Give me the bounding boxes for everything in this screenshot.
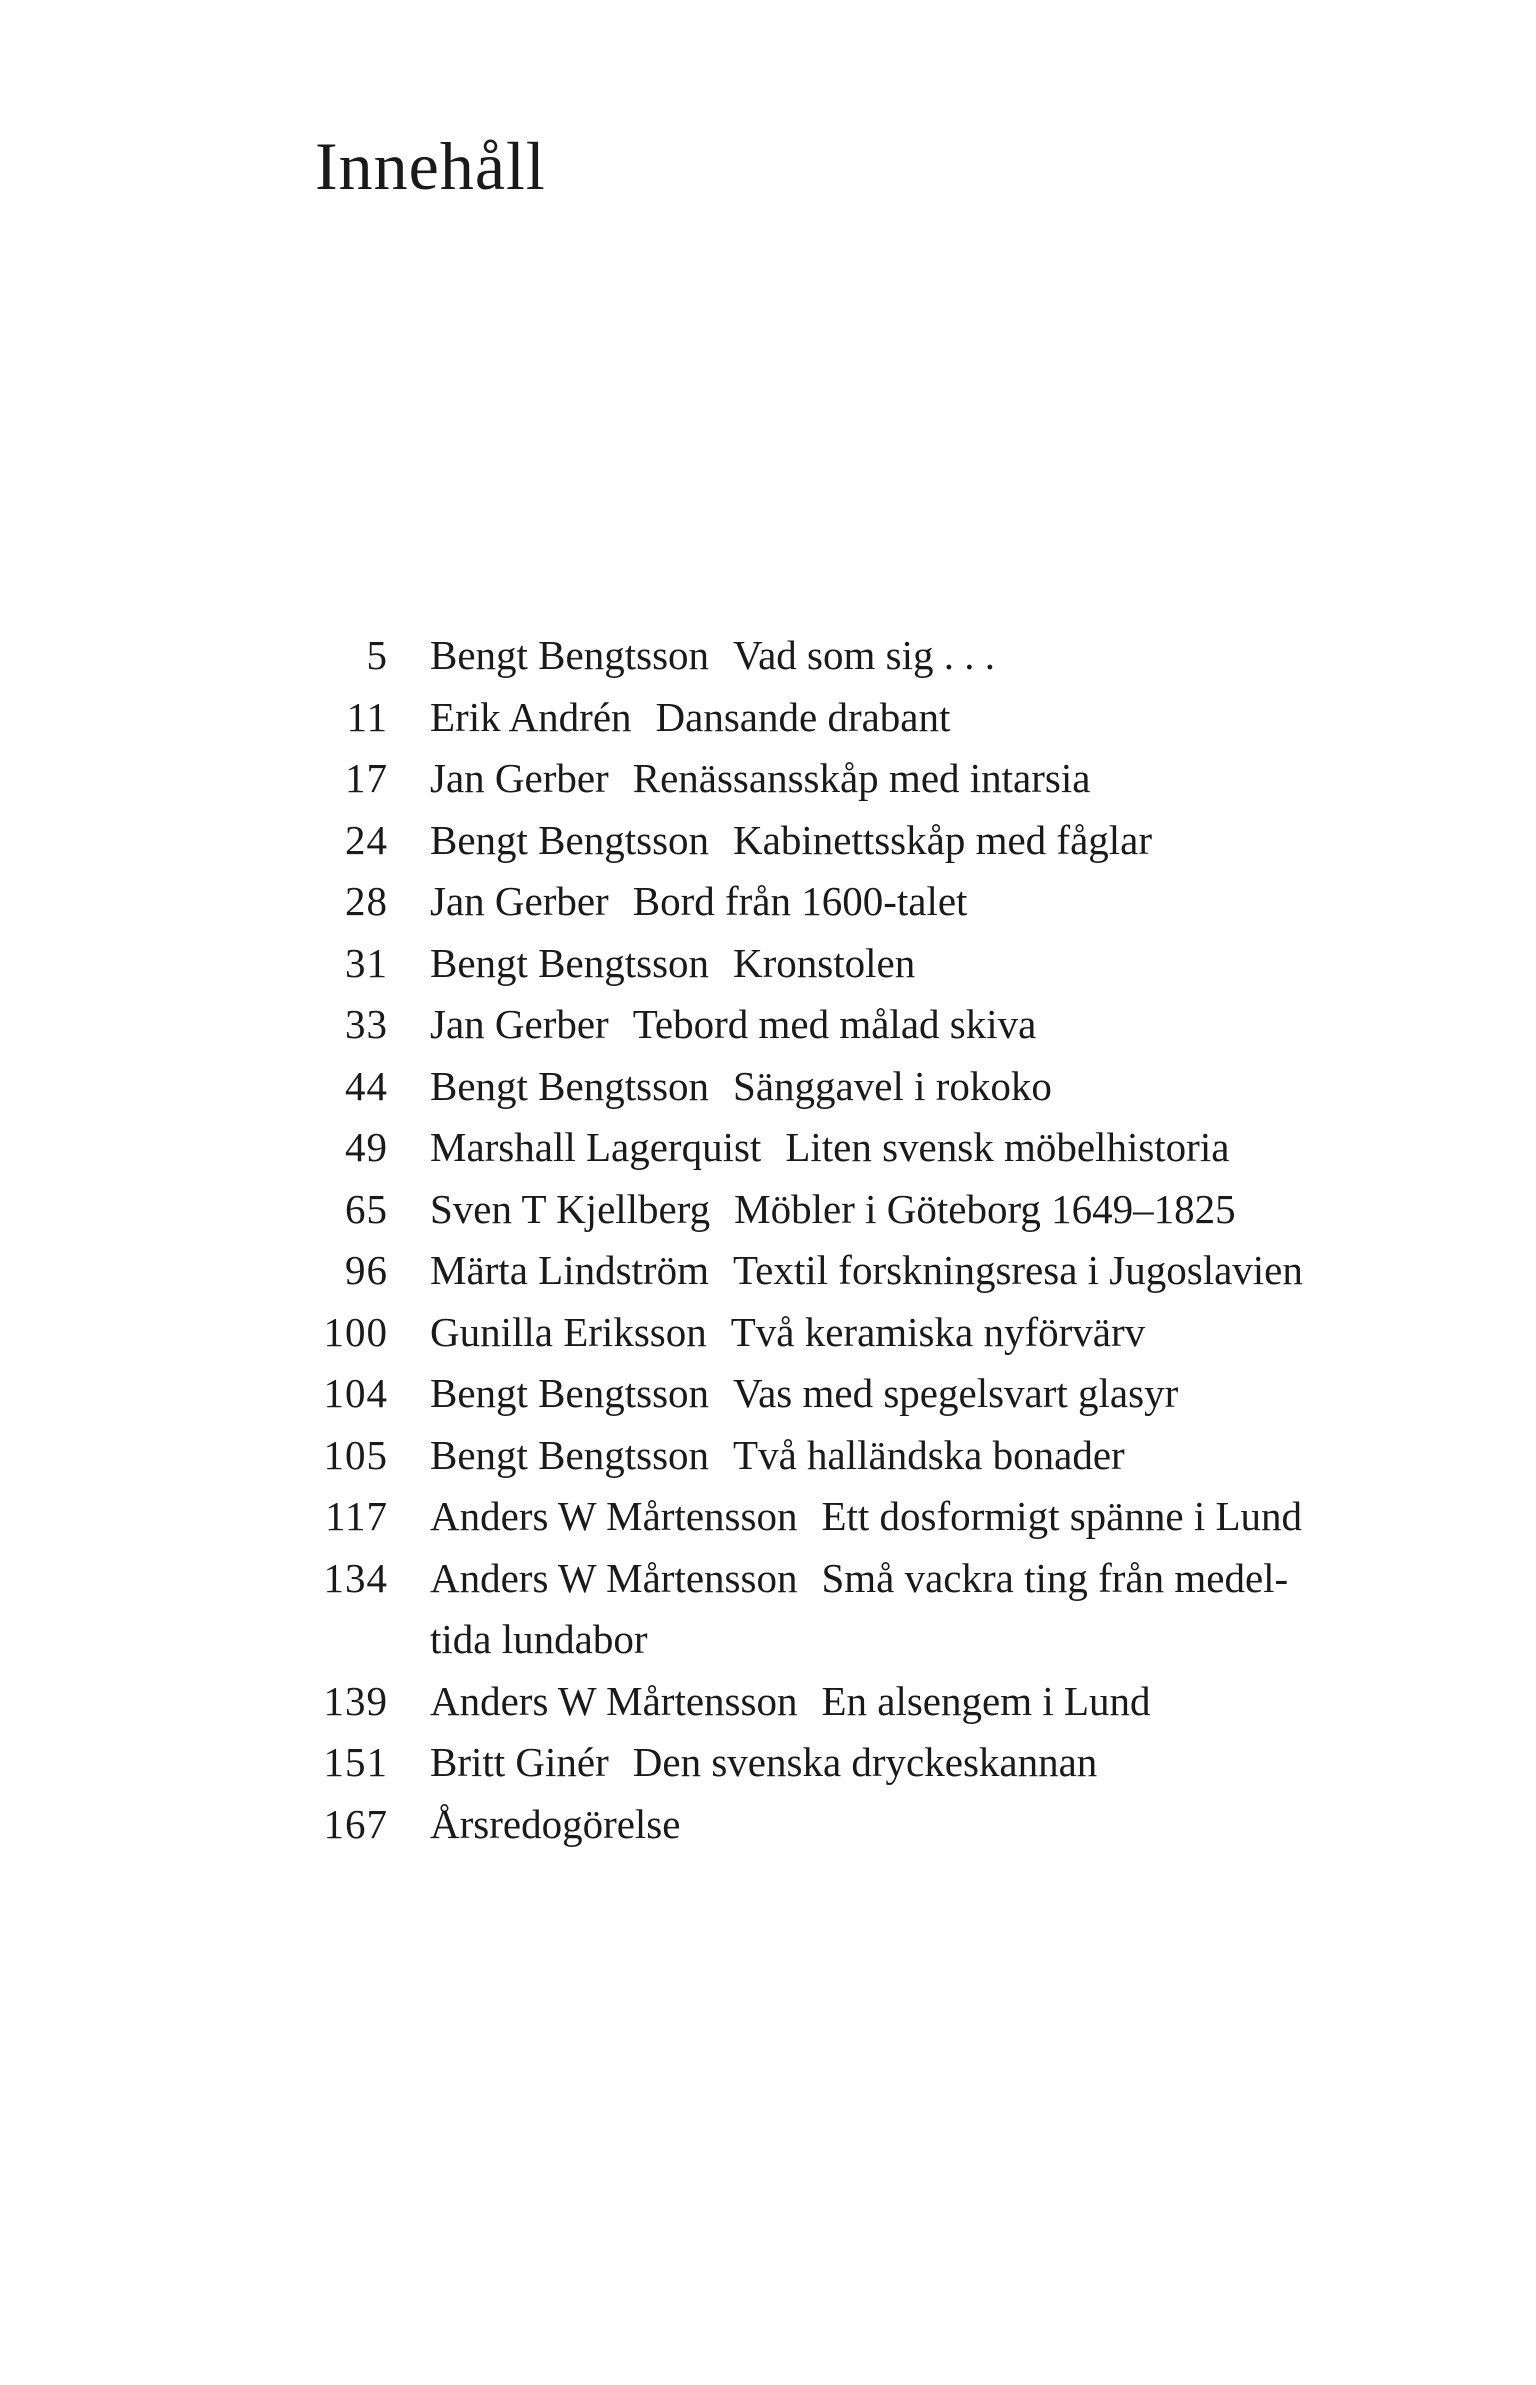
toc-text: [430, 1117, 1430, 1179]
toc-page-number: 24: [345, 816, 388, 863]
toc-article-continuation: tida lundabor: [430, 1616, 648, 1662]
toc-article: Bord från 1600-talet: [632, 878, 968, 924]
toc-entry: [300, 1240, 1440, 1302]
toc-article: Två halländska bonader: [733, 1431, 1125, 1478]
toc-article: En alsengem i Lund: [821, 1677, 1151, 1724]
toc-text: [430, 1240, 1430, 1302]
toc-entry: [300, 1056, 1440, 1118]
toc-page-number: 134: [323, 1554, 388, 1601]
toc-author: Anders W Mårtensson: [430, 1554, 798, 1601]
toc-entry: [300, 625, 1440, 687]
toc-text: [430, 933, 1430, 995]
toc-article: Sänggavel i rokoko: [733, 1062, 1052, 1109]
toc-text: [430, 1056, 1430, 1118]
toc-article: Två keramiska nyförvärv: [730, 1308, 1146, 1355]
toc-article: Årsredogörelse: [430, 1800, 681, 1847]
toc-text: [430, 810, 1430, 872]
toc-text: [430, 625, 1430, 687]
toc-page-number: 100: [323, 1308, 388, 1355]
toc-entry: [300, 1117, 1440, 1179]
toc-entry: [300, 1363, 1440, 1425]
toc-text: [430, 871, 1430, 933]
toc-author: Bengt Bengtsson: [430, 1062, 710, 1109]
toc-author: Bengt Bengtsson: [430, 1370, 710, 1416]
toc-author: Bengt Bengtsson: [430, 632, 710, 678]
toc-entry: [300, 810, 1440, 872]
toc-article: Tebord med målad skiva: [632, 1001, 1037, 1047]
toc-author: Anders W Mårtensson: [430, 1677, 798, 1724]
toc-entry: [300, 1425, 1440, 1487]
toc-page-number: 49: [345, 1124, 388, 1170]
toc-author: Gunilla Eriksson: [430, 1308, 707, 1355]
toc-page-number: 33: [345, 1001, 388, 1047]
table-of-contents: [300, 625, 1440, 1855]
toc-author: Erik Andrén: [430, 693, 632, 740]
toc-page-number: 117: [325, 1493, 388, 1539]
toc-text: [430, 1302, 1430, 1364]
toc-entry: [300, 1794, 1440, 1856]
toc-page-number: 11: [346, 693, 388, 740]
toc-article: Kabinettsskåp med fåglar: [733, 816, 1153, 863]
toc-author: Sven T Kjellberg: [430, 1185, 711, 1232]
toc-author: Anders W Mårtensson: [430, 1493, 798, 1539]
toc-text: [430, 1732, 1430, 1794]
toc-author: Jan Gerber: [430, 755, 609, 801]
toc-author: Jan Gerber: [430, 878, 609, 924]
toc-article: Liten svensk möbelhistoria: [785, 1124, 1230, 1170]
toc-author: Bengt Bengtsson: [430, 1431, 710, 1478]
toc-text: [430, 687, 1430, 749]
toc-article: Dansande drabant: [655, 693, 951, 740]
toc-entry: [300, 1548, 1440, 1671]
toc-article: Ett dosformigt spänne i Lund: [821, 1493, 1303, 1539]
toc-text: [430, 1425, 1430, 1487]
toc-text: [430, 1671, 1430, 1733]
toc-text: [430, 994, 1430, 1056]
toc-page-number: 65: [345, 1185, 388, 1232]
toc-entry: [300, 933, 1440, 995]
toc-page-number: 104: [323, 1370, 388, 1416]
toc-author: Jan Gerber: [430, 1001, 609, 1047]
toc-entry: [300, 1302, 1440, 1364]
toc-article: Möbler i Göteborg 1649–1825: [734, 1185, 1236, 1232]
toc-page-number: 28: [345, 878, 388, 924]
page-title: Innehåll: [315, 128, 546, 204]
toc-page-number: 151: [323, 1739, 388, 1785]
toc-page-number: 44: [345, 1062, 388, 1109]
toc-page-number: 96: [345, 1247, 388, 1293]
toc-entry: [300, 1179, 1440, 1241]
toc-article: Textil forskningsresa i Jugoslavien: [732, 1247, 1303, 1293]
toc-text: [430, 748, 1430, 810]
toc-text: [430, 1363, 1430, 1425]
toc-text: [430, 1548, 1430, 1671]
toc-page-number: 17: [345, 755, 388, 801]
toc-article: Små vackra ting från medel-: [821, 1554, 1289, 1601]
toc-entry: [300, 871, 1440, 933]
toc-author: Marshall Lagerquist: [430, 1124, 762, 1170]
toc-article: Renässansskåp med intarsia: [632, 755, 1091, 801]
toc-article: Kronstolen: [733, 939, 916, 986]
toc-article: Den svenska dryckeskannan: [632, 1739, 1098, 1785]
toc-page-number: 139: [323, 1677, 388, 1724]
toc-article: Vad som sig . . .: [733, 632, 996, 678]
toc-entry: [300, 1671, 1440, 1733]
toc-text: [430, 1794, 1430, 1856]
toc-text: [430, 1486, 1430, 1548]
toc-entry: [300, 1732, 1440, 1794]
toc-entry: [300, 994, 1440, 1056]
toc-page-number: 167: [323, 1800, 388, 1847]
toc-entry: [300, 687, 1440, 749]
toc-page-number: 5: [366, 632, 388, 678]
toc-author: Bengt Bengtsson: [430, 816, 710, 863]
toc-text: [430, 1179, 1430, 1241]
toc-author: Bengt Bengtsson: [430, 939, 710, 986]
toc-page-number: 105: [323, 1431, 388, 1478]
toc-entry: [300, 748, 1440, 810]
toc-author: Britt Ginér: [430, 1739, 609, 1785]
toc-author: Märta Lindström: [430, 1247, 709, 1293]
toc-entry: [300, 1486, 1440, 1548]
toc-page-number: 31: [345, 939, 388, 986]
toc-article: Vas med spegelsvart glasyr: [733, 1370, 1179, 1416]
